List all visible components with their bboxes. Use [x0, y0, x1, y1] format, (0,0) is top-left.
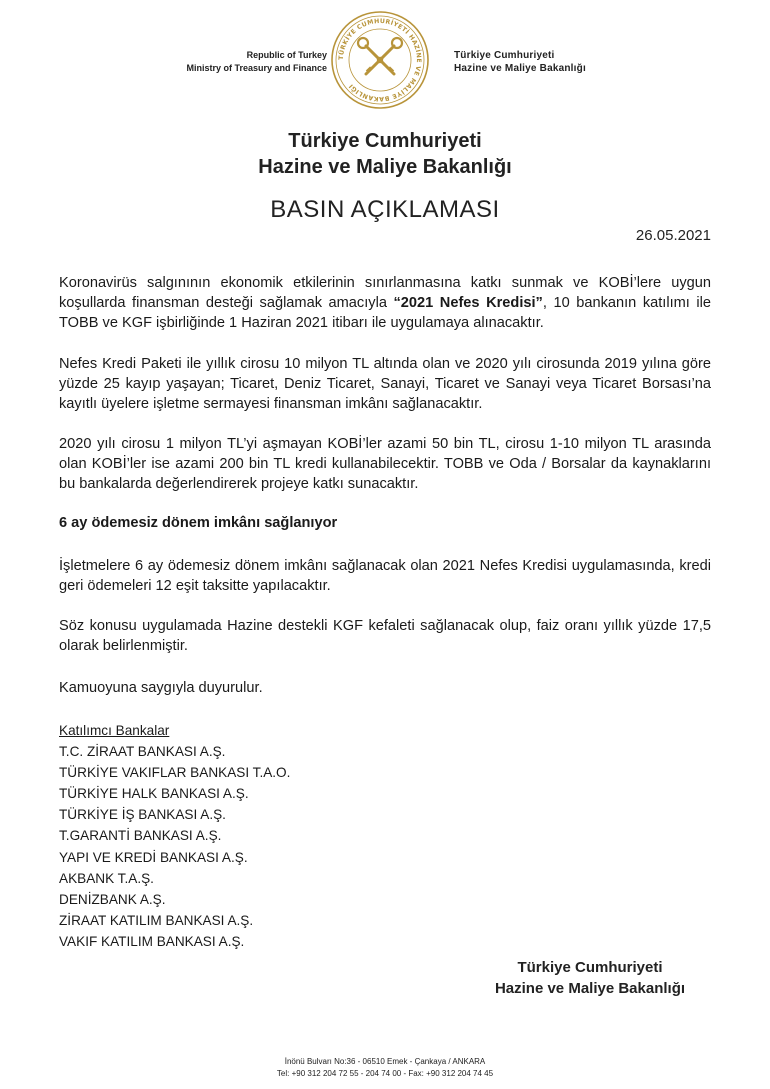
- letterhead-english-line1: Republic of Turkey: [246, 50, 327, 60]
- bank-item: AKBANK T.A.Ş.: [59, 870, 154, 886]
- bank-item: ZİRAAT KATILIM BANKASI A.Ş.: [59, 912, 254, 928]
- letterhead-english: [127, 49, 327, 75]
- bank-item: TÜRKİYE HALK BANKASI A.Ş.: [59, 786, 249, 802]
- footer: [0, 1056, 770, 1080]
- participating-banks: [59, 720, 290, 952]
- paragraph-1: [59, 273, 711, 333]
- banks-header: Katılımcı Bankalar: [59, 723, 170, 738]
- letterhead-turkish: [454, 49, 654, 75]
- document-date: 26.05.2021: [635, 227, 711, 244]
- paragraph-3: 2020 yılı cirosu 1 milyon TL’yi aşmayan KOBİ’ler azami 50 bin TL, cirosu 1-10 milyon TL arasında olan KOBİ’ler ise azami 200 bin TL kredi kullanabilecektir. TOBB ve Oda / Borsalar da kaynaklarını bu bankalarda değerlendirerek projeye katkı sunacaktır.: [59, 436, 711, 492]
- signature-block: [470, 957, 710, 999]
- bank-item: T.GARANTİ BANKASI A.Ş.: [59, 828, 222, 844]
- signature-line2: Hazine ve Maliye Bakanlığı: [494, 980, 686, 997]
- section-subheading: 6 ay ödemesiz dönem imkânı sağlanıyor: [59, 515, 338, 531]
- paragraph-1-text-b: , 10 bankanın katılımı ile TOBB ve KGF işbirliğinde 1 Haziran 2021 itibarı ile uygulamaya alınacaktır.: [59, 295, 711, 331]
- paragraph-2: Nefes Kredi Paketi ile yıllık cirosu 10 milyon TL altında olan ve 2020 yılı cirosunda 2019 yılına göre yüzde 25 kayıp yaşayan; Ticaret, Deniz Ticaret, Sanayi, Ticaret ve Sanayi veya Ticaret Borsası’na kayıtlı üyelere işletme sermayesi finansman imkânı sağlanacaktır.: [59, 356, 711, 412]
- signature-line1: Türkiye Cumhuriyeti: [517, 959, 663, 976]
- document-title: BASIN AÇIKLAMASI: [270, 196, 500, 223]
- letterhead: [0, 0, 770, 115]
- paragraph-1-bold: “2021 Nefes Kredisi”: [393, 295, 543, 311]
- institution-line2: Hazine ve Maliye Bakanlığı: [258, 156, 512, 178]
- seal-text: TÜRKİYE CUMHURİYETİ HAZİNE VE MALİYE BAKANLIĞI: [337, 17, 423, 103]
- letterhead-english-line2: Ministry of Treasury and Finance: [186, 63, 327, 73]
- letterhead-turkish-line1: Türkiye Cumhuriyeti: [454, 50, 555, 61]
- ministry-seal-icon: [330, 10, 430, 110]
- footer-contact: Tel: +90 312 204 72 55 - 204 74 00 - Fax: +90 312 204 74 45: [276, 1069, 494, 1078]
- closing-statement: Kamuoyuna saygıyla duyurulur.: [59, 680, 263, 696]
- paragraph-5: Söz konusu uygulamada Hazine destekli KGF kefaleti sağlanacak olup, faiz oranı yıllık yüzde 17,5 olarak belirlenmiştir.: [59, 618, 711, 654]
- bank-item: T.C. ZİRAAT BANKASI A.Ş.: [59, 744, 226, 760]
- paragraph-4: İşletmelere 6 ay ödemesiz dönem imkânı sağlanacak olan 2021 Nefes Kredisi uygulamasında, kredi geri ödemeleri 12 eşit taksitte yapılacaktır.: [59, 558, 711, 594]
- footer-address: İnönü Bulvarı No:36 - 06510 Emek - Çankaya / ANKARA: [284, 1057, 486, 1066]
- bank-item: TÜRKİYE VAKIFLAR BANKASI T.A.O.: [59, 765, 291, 781]
- bank-item: VAKIF KATILIM BANKASI A.Ş.: [59, 933, 245, 949]
- bank-item: TÜRKİYE İŞ BANKASI A.Ş.: [59, 807, 226, 823]
- paragraph-1-text-a: Koronavirüs salgınının ekonomik etkilerinin sınırlanmasına katkı sunmak ve KOBİ’lere uygun koşullarda finansman desteği sağlamak amacıyla: [59, 275, 711, 311]
- letterhead-turkish-line2: Hazine ve Maliye Bakanlığı: [454, 63, 586, 74]
- institution-line1: Türkiye Cumhuriyeti: [288, 130, 482, 152]
- bank-item: DENİZBANK A.Ş.: [59, 891, 166, 907]
- bank-item: YAPI VE KREDİ BANKASI A.Ş.: [59, 849, 248, 865]
